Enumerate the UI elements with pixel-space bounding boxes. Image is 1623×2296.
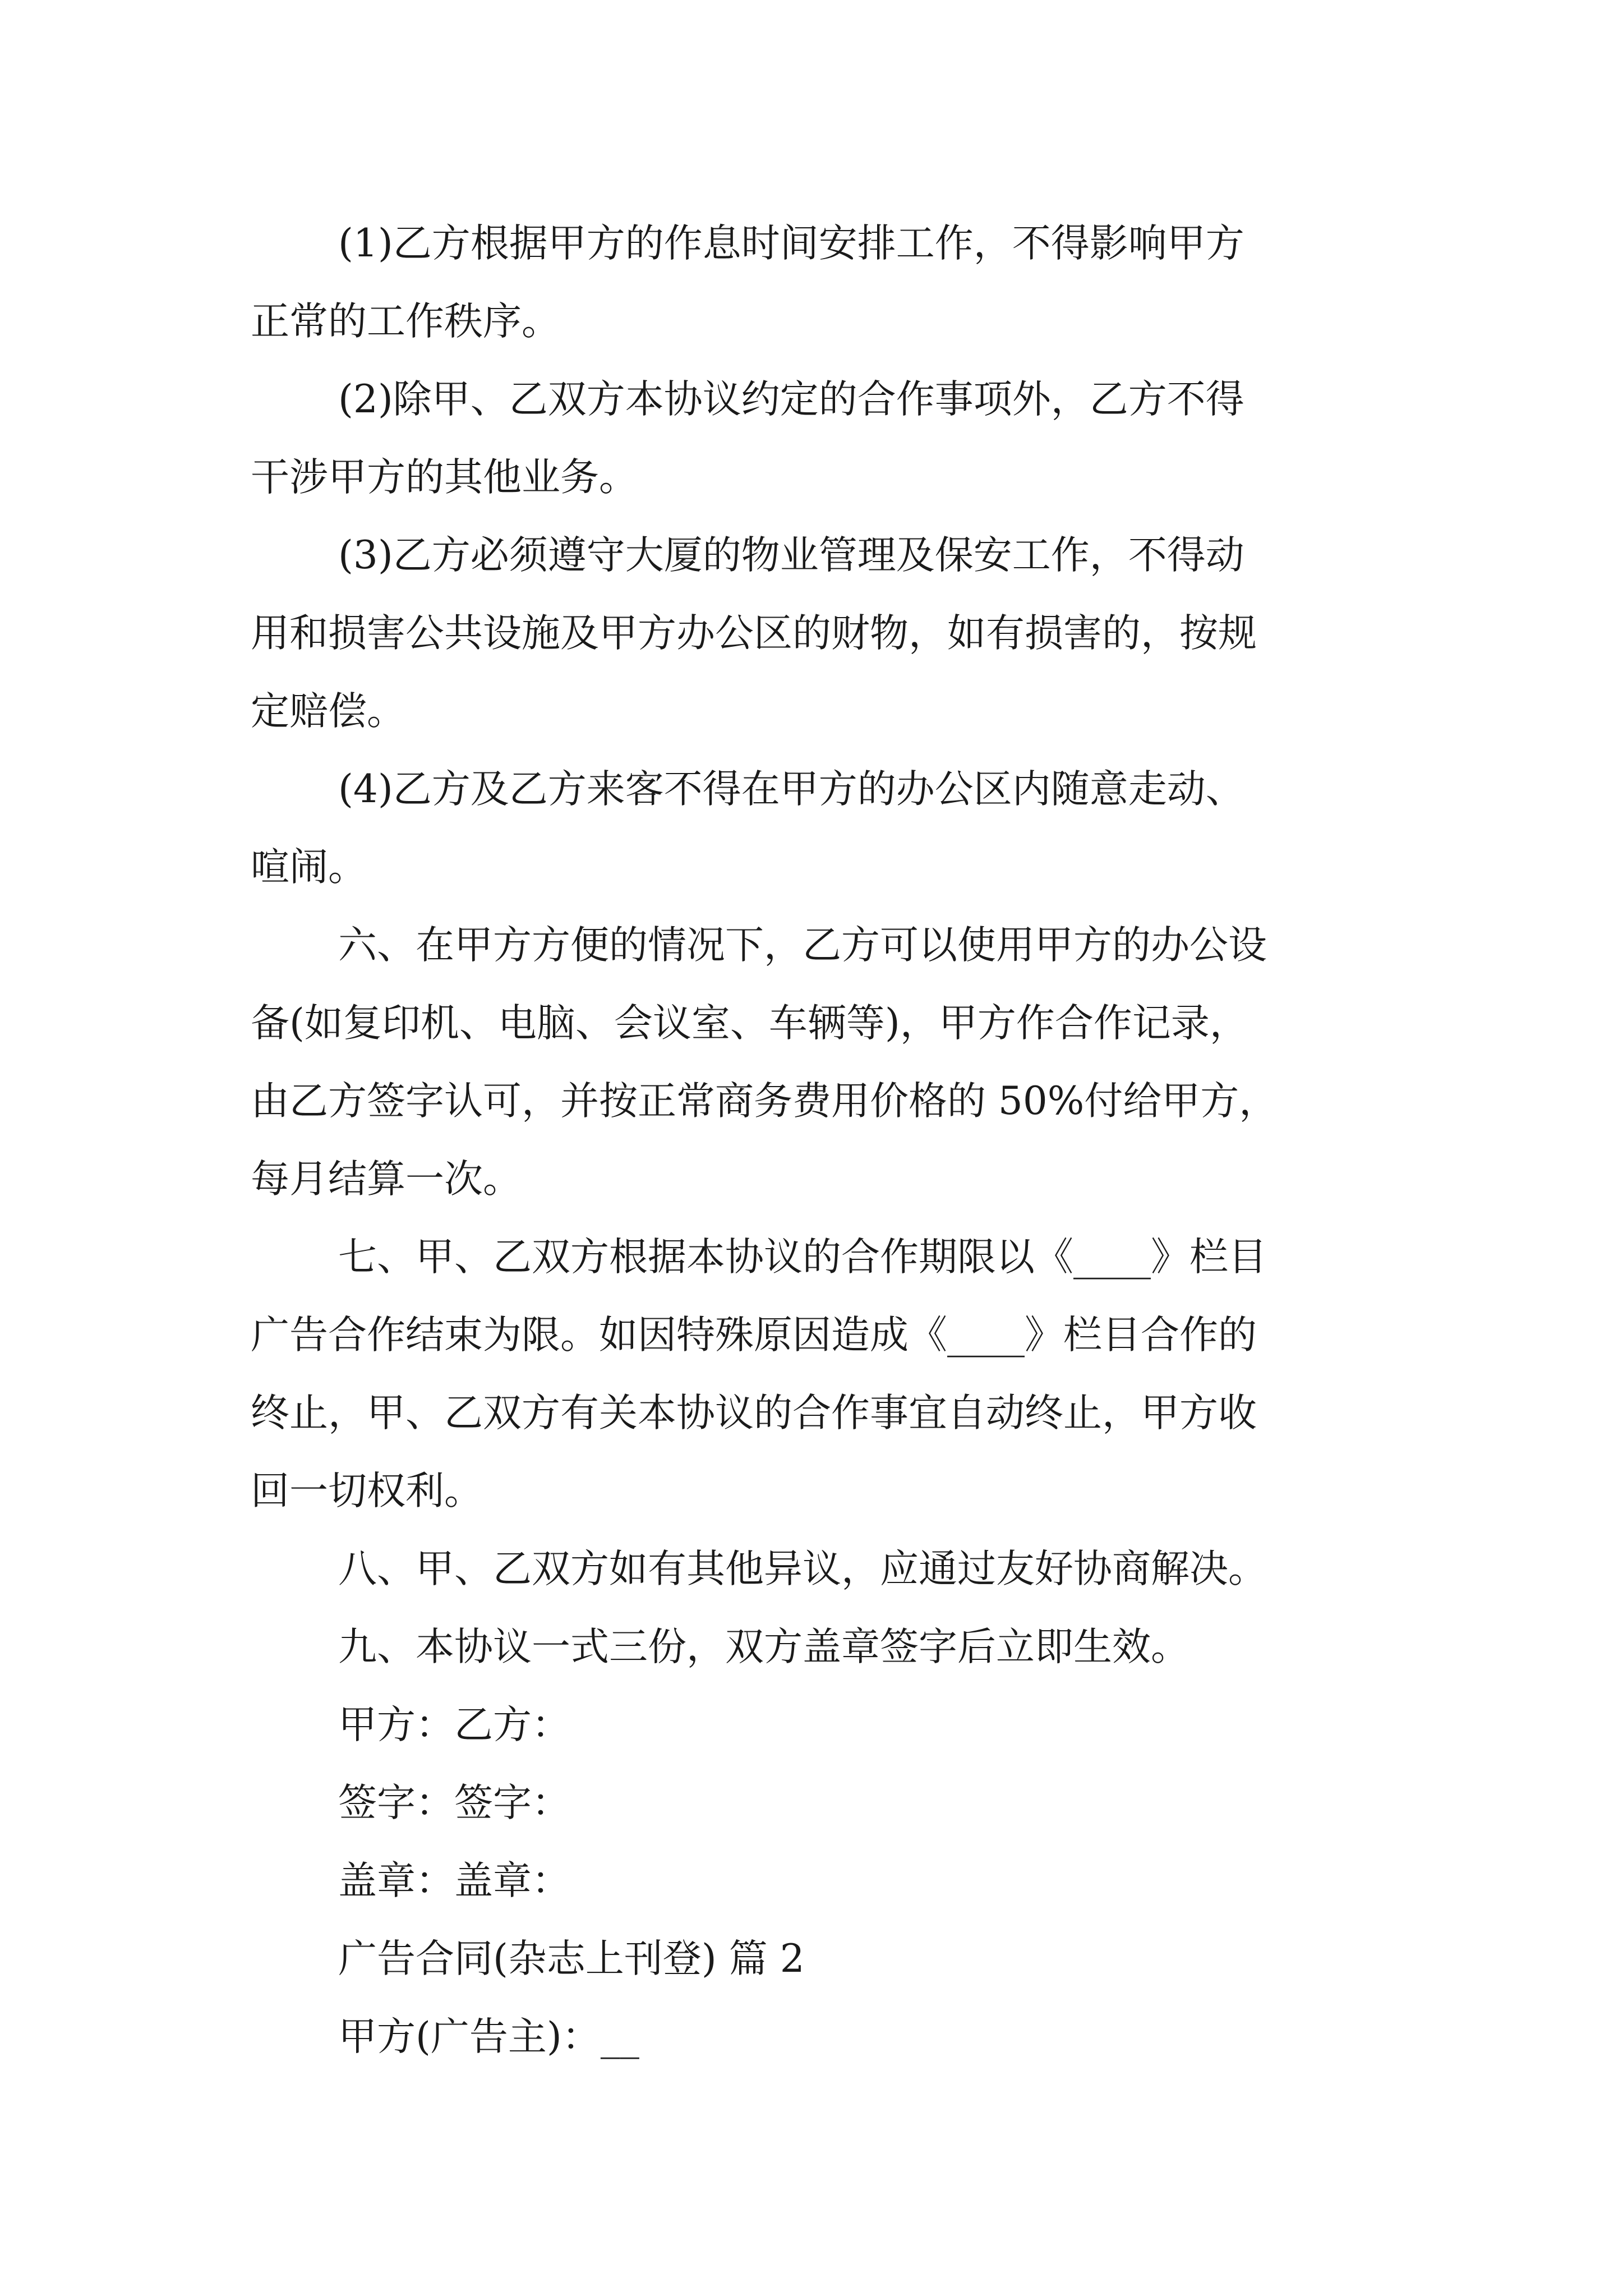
clause-5-item-3-line-1: (3)乙方必须遵守大厦的物业管理及保安工作，不得动 <box>338 533 1244 578</box>
clause-5-item-1-line-1: (1)乙方根据甲方的作息时间安排工作，不得影响甲方 <box>338 221 1244 266</box>
seal-line: 盖章：盖章： <box>338 1858 570 1903</box>
clause-7-line-3: 终止，甲、乙双方有关本协议的合作事宜自动终止，甲方收 <box>251 1391 1257 1435</box>
clause-5-item-2-line-2: 干涉甲方的其他业务。 <box>251 455 638 500</box>
party-line: 甲方：乙方： <box>338 1703 570 1747</box>
clause-7-line-4: 回一切权利。 <box>251 1469 483 1513</box>
clause-6-line-3: 由乙方签字认可，并按正常商务费用价格的 50%付给甲方， <box>251 1079 1278 1124</box>
section-title-contract-2: 广告合同(杂志上刊登) 篇 2 <box>338 1936 805 1981</box>
clause-5-item-1-line-2: 正常的工作秩序。 <box>251 299 560 344</box>
clause-5-item-3-line-3: 定赔偿。 <box>251 689 405 734</box>
party-a-advertiser-line: 甲方(广告主)：__ <box>338 2014 639 2059</box>
clause-5-item-4-line-1: (4)乙方及乙方来客不得在甲方的办公区内随意走动、 <box>338 767 1244 812</box>
clause-7-line-1: 七、甲、乙双方根据本协议的合作期限以《____》栏目 <box>338 1235 1267 1280</box>
clause-5-item-2-line-1: (2)除甲、乙双方本协议约定的合作事项外，乙方不得 <box>338 377 1244 422</box>
signature-line: 签字：签字： <box>338 1780 570 1825</box>
clause-9: 九、本协议一式三份，双方盖章签字后立即生效。 <box>338 1625 1189 1669</box>
clause-8: 八、甲、乙双方如有其他异议，应通过友好协商解决。 <box>338 1547 1267 1591</box>
clause-6-line-2: 备(如复印机、电脑、会议室、车辆等)，甲方作合作记录， <box>251 1001 1248 1046</box>
clause-5-item-3-line-2: 用和损害公共设施及甲方办公区的财物，如有损害的，按规 <box>251 611 1257 656</box>
clause-6-line-1: 六、在甲方方便的情况下，乙方可以使用甲方的办公设 <box>338 923 1267 968</box>
clause-5-item-4-line-2: 喧闹。 <box>251 845 367 890</box>
clause-6-line-4: 每月结算一次。 <box>251 1157 522 1202</box>
clause-7-line-2: 广告合作结束为限。如因特殊原因造成《____》栏目合作的 <box>251 1313 1257 1358</box>
